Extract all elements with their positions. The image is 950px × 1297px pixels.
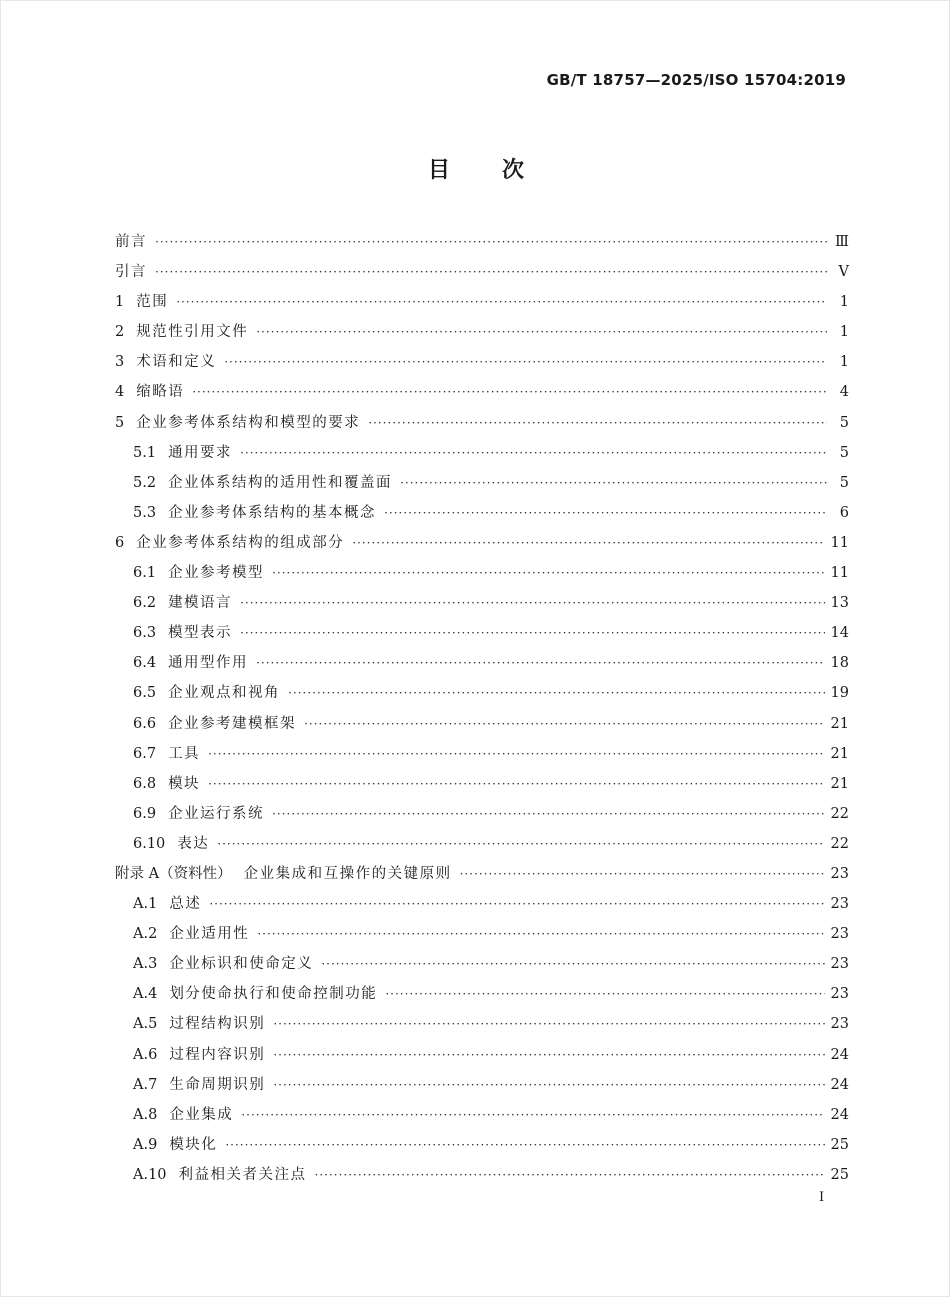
toc-entry-label: 工具 [168,745,201,762]
toc-entry[interactable] [115,1009,849,1039]
toc-entry-label: 过程结构识别 [169,1016,266,1033]
toc-entry-label: 企业集成 [169,1106,234,1123]
toc-leader-dots [352,528,824,558]
toc-entry[interactable] [115,438,849,468]
toc-entry-page: Ⅴ [838,264,849,281]
toc-entry-number: A.1 [133,896,158,913]
toc-entry-label: 企业体系结构的适用性和覆盖面 [168,474,393,491]
toc-entry-number: A.5 [133,1016,158,1033]
toc-entry-label: 总述 [169,896,202,913]
toc-leader-dots [400,468,827,498]
toc-leader-dots [273,1009,824,1039]
toc-entry-page: 1 [839,354,849,371]
toc-entry-page: 5 [839,444,849,461]
toc-entry-number: 6.6 [133,715,157,732]
toc-leader-dots [192,377,827,407]
toc-leader-dots [155,257,827,287]
toc-entry-page: 21 [830,715,849,732]
toc-entry-label: 模块 [168,775,201,792]
toc-entry-label: 表达 [177,835,210,852]
toc-entry-number: 6.7 [133,745,157,762]
toc-entry-page: 11 [830,565,849,582]
toc-entry[interactable] [115,287,849,317]
toc-entry-label: 引言 [115,264,147,281]
toc-entry-label: 通用要求 [168,444,233,461]
toc-entry-number: 6.5 [133,685,157,702]
toc-entry[interactable] [115,498,849,528]
toc-entry[interactable] [115,257,849,287]
toc-entry[interactable] [115,1070,849,1100]
toc-entry-label: 前言 [115,234,147,250]
toc-entry-number: 5.1 [133,444,157,461]
toc-leader-dots [225,1130,824,1160]
toc-entry[interactable] [115,949,849,979]
toc-entry[interactable] [115,769,849,799]
toc-entry[interactable] [115,408,849,438]
toc-leader-dots [257,919,824,949]
toc-leader-dots [224,347,827,377]
toc-entry-page: 11 [830,534,849,551]
toc-entry-page: 18 [830,655,849,672]
toc-entry[interactable] [115,377,849,407]
toc-entry-number: 6.10 [133,835,166,852]
toc-entry-page: 5 [839,474,849,491]
toc-leader-dots [272,799,824,829]
toc-entry-page: 19 [830,685,849,702]
toc-entry-label: 模块化 [169,1136,218,1153]
toc-leader-dots [217,829,824,859]
toc-entry-label: 企业参考体系结构和模型的要求 [136,414,361,431]
toc-entry[interactable] [115,528,849,558]
toc-entry[interactable] [115,1100,849,1130]
toc-entry-label: 企业参考建模框架 [168,715,297,732]
toc-leader-dots [368,408,827,438]
toc-leader-dots [256,317,827,347]
toc-entry[interactable] [115,889,849,919]
toc-entry-page: 6 [839,504,849,521]
toc-entry-label: 利益相关者关注点 [178,1166,307,1183]
toc-entry[interactable] [115,618,849,648]
toc-leader-dots [209,889,824,919]
toc-leader-dots [256,648,824,678]
toc-entry-number: A.7 [133,1076,158,1093]
toc-entry-label: 通用型作用 [168,655,249,672]
toc-entry-page: 21 [830,745,849,762]
toc-entry[interactable] [115,588,849,618]
toc-entry[interactable] [115,1130,849,1160]
toc-entry-label: 缩略语 [136,384,185,401]
toc-entry-page: 24 [830,1046,849,1063]
table-of-contents [115,227,849,1190]
toc-entry-number: A.4 [133,986,158,1003]
toc-entry-label: 企业集成和互操作的关键原则 [243,865,452,882]
toc-entry[interactable] [115,468,849,498]
toc-entry-label: 模型表示 [168,625,233,642]
toc-entry-number: 6.4 [133,655,157,672]
toc-entry-page: 13 [830,595,849,612]
toc-entry[interactable] [115,1040,849,1070]
toc-entry-page: 22 [830,835,849,852]
toc-entry-number: 6.3 [133,625,157,642]
toc-entry-page: 21 [830,775,849,792]
toc-entry-label: 规范性引用文件 [136,324,249,341]
toc-entry-page: 22 [830,805,849,822]
toc-leader-dots [241,1100,824,1130]
toc-entry-number: A.3 [133,956,158,973]
toc-entry[interactable] [115,678,849,708]
toc-entry-page: 24 [830,1106,849,1123]
toc-entry-page: 24 [830,1076,849,1093]
toc-entry-number: 6 [115,534,125,551]
toc-entry-number: 附录 A（资料性） [115,865,232,882]
toc-entry-label: 范围 [136,294,169,311]
toc-leader-dots [321,949,824,979]
toc-entry[interactable] [115,739,849,769]
toc-entry-page: 25 [830,1136,849,1153]
toc-entry-label: 术语和定义 [136,354,217,371]
toc-leader-dots [208,769,824,799]
toc-entry-label: 企业观点和视角 [168,685,281,702]
toc-entry[interactable] [115,558,849,588]
toc-entry-label: 企业运行系统 [168,805,265,822]
toc-entry-page: 25 [830,1166,849,1183]
toc-leader-dots [272,558,824,588]
toc-leader-dots [384,498,827,528]
toc-entry[interactable] [115,317,849,347]
toc-entry[interactable] [115,979,849,1009]
toc-entry-page: 5 [839,414,849,431]
toc-entry-label: 过程内容识别 [169,1046,266,1063]
toc-entry-label: 生命周期识别 [169,1076,266,1093]
toc-entry[interactable] [115,829,849,859]
toc-leader-dots [208,739,824,769]
page-title: 目次 [427,158,576,183]
toc-entry-number: A.2 [133,926,158,943]
toc-leader-dots [273,1040,824,1070]
toc-entry-number: 5 [115,414,125,431]
toc-entry-label: 划分使命执行和使命控制功能 [169,986,378,1003]
toc-entry-number: 6.9 [133,805,157,822]
toc-entry-number: 2 [115,324,125,341]
toc-entry[interactable] [115,919,849,949]
toc-entry-label: 企业适用性 [169,926,250,943]
toc-leader-dots [176,287,827,317]
toc-leader-dots [288,678,824,708]
toc-entry-page: 23 [830,1016,849,1033]
toc-entry[interactable] [115,799,849,829]
toc-entry-page: 14 [830,625,849,642]
toc-leader-dots [240,438,827,468]
toc-entry-page: 23 [830,956,849,973]
toc-entry-page: 23 [830,896,849,913]
toc-entry-page: 23 [830,865,849,882]
toc-entry-page: 1 [839,294,849,311]
toc-entry-number: A.10 [133,1166,167,1183]
toc-entry-label: 企业标识和使命定义 [169,956,314,973]
toc-entry-label: 企业参考体系结构的基本概念 [168,504,377,521]
document-code: GB/T 18757—2025/ISO 15704:2019 [546,71,846,89]
toc-leader-dots [385,979,824,1009]
toc-entry-number: 5.2 [133,474,157,491]
toc-leader-dots [304,709,824,739]
toc-entry-page: 23 [830,926,849,943]
toc-entry-number: 6.2 [133,595,157,612]
toc-entry[interactable] [115,709,849,739]
toc-entry-label: 建模语言 [168,595,233,612]
toc-entry-number: 5.3 [133,504,157,521]
page-number: I [819,1190,825,1205]
toc-entry-number: 3 [115,354,125,371]
toc-leader-dots [155,227,827,257]
toc-entry-number: 1 [115,294,125,311]
toc-leader-dots [240,618,824,648]
toc-entry-number: 4 [115,384,125,401]
toc-entry-page: 1 [839,324,849,341]
toc-entry[interactable] [115,1160,849,1190]
toc-entry-page: Ⅲ [835,234,849,250]
toc-leader-dots [273,1070,824,1100]
toc-entry-number: A.9 [133,1136,158,1153]
toc-entry-number: 6.8 [133,775,157,792]
toc-entry-label: 企业参考模型 [168,565,265,582]
toc-leader-dots [315,1160,825,1190]
toc-entry-label: 企业参考体系结构的组成部分 [136,534,345,551]
toc-leader-dots [460,859,825,889]
toc-entry[interactable] [115,227,849,257]
toc-entry-number: A.8 [133,1106,158,1123]
toc-entry[interactable] [115,859,849,889]
toc-entry[interactable] [115,648,849,678]
toc-leader-dots [240,588,824,618]
toc-entry-page: 23 [830,986,849,1003]
toc-entry-number: 6.1 [133,565,157,582]
toc-entry-page: 4 [839,384,849,401]
toc-entry-number: A.6 [133,1046,158,1063]
toc-entry[interactable] [115,347,849,377]
